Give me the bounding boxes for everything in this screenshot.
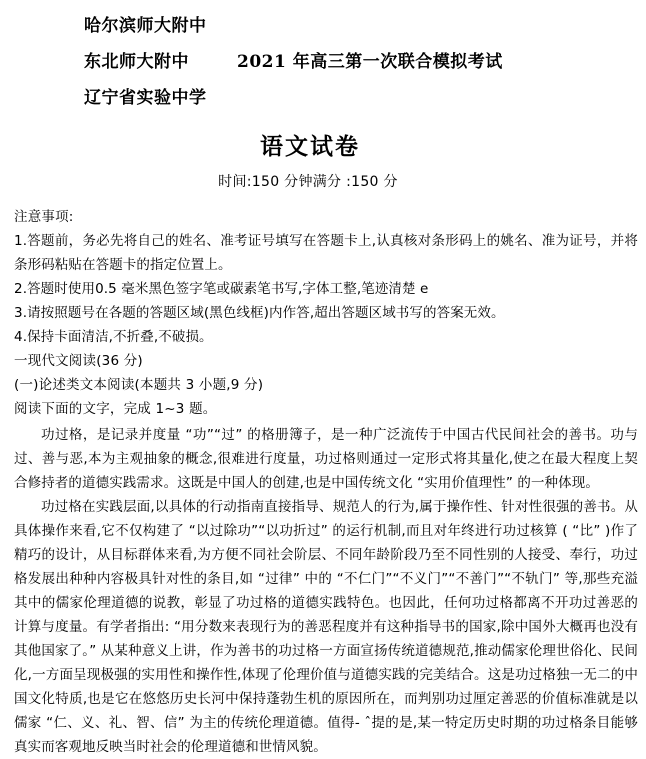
school-name-line-3 xyxy=(0,80,646,116)
notice-item-4: 4.保持卡面清洁,不折叠,不破损。 xyxy=(14,329,213,345)
exam-title: 2021 年高三第一次联合模拟考试 xyxy=(237,52,503,72)
notice-item-1: 1.答题前，务必先将自己的姓名、准考证号填写在答题卡上,认真核对条形码上的姚名、准为证号，并将条形码粘贴在答题卡的指定位置上。 xyxy=(14,233,638,273)
paper-header xyxy=(0,0,646,191)
school-name-1: 哈尔滨师大附中 xyxy=(84,16,207,36)
time-and-score-line: 时间:150 分钟满分 :150 分 xyxy=(218,174,398,190)
article-body xyxy=(0,423,646,759)
reading-instruction: 阅读下面的文字，完成 1~3 题。 xyxy=(14,401,217,417)
notice-item-3: 3.请按照题号在各题的答题区域(黑色线框)内作答,超出答题区域书写的答案无效。 xyxy=(14,305,505,321)
school-name-line-2 xyxy=(0,44,646,80)
page-title: 语文试卷 xyxy=(260,133,360,160)
section-heading-sub-one: (一)论述类文本阅读(本题共 3 小题,9 分) xyxy=(14,377,264,393)
notice-heading: 注意事项: xyxy=(14,209,74,225)
section-heading-part-one: 一现代文阅读(36 分) xyxy=(14,353,143,369)
school-name-line-1 xyxy=(0,8,646,44)
notice-item-2: 2.答题时使用0.5 毫米黑色签字笔或碳素笔书写,字体工整,笔迹清楚 e xyxy=(14,281,429,297)
school-name-2: 东北师大附中 xyxy=(84,52,189,72)
article-paragraph-2: 功过格在实践层面,以具体的行动指南直接指导、规范人的行为,属于操作性、针对性很强的善书。从具体操作来看,它不仅构建了 “以过除功”“以功折过” 的运行机制,而且对年终进行功过核算 ( “比” )作了精巧的设计，从目标群体来看,为方便不同社会阶层、不同年龄阶段乃至不同性别的人接受、奉行，功过格发展出种种内容极具针对性的条目,如 “过律” 中的 “不仁门”“不义门”“不善门”“不轨门” 等,那些充溢其中的儒家伦理道德的说教，彰显了功过格的道德实践特色。也因此，任何功过格都离不开功过善恶的计算与度量。有学者指出: “用分数来表现行为的善恶程度并有这种指导书的国家,除中国外大概再也没有其他国家了。” 从某种意义上讲，作为善书的功过格一方面宣扬传统道德规范,推动儒家伦理世俗化、民间化,一方面呈现极强的实用性和操作性,体现了伦理价值与道德实践的完美结合。这是功过格独一无二的中国文化特质,也是它在悠悠历史长河中保持蓬勃生机的原因所在，而判别功过厘定善恶的价值标准就是以儒家 “仁、义、礼、智、信” 为主的传统伦理道德。值得- ˆ提的是,某一特定历史时期的功过格条目能够真实而客观地反映当时社会的伦理道德和世情风貌。 xyxy=(14,499,638,755)
article-paragraph-1: 功过格，是记录并度量 “功”“过” 的格册簿子，是一种广泛流传于中国古代民间社会的善书。功与过、善与恶,本为主观抽象的概念,很难进行度量，功过格则通过一定形式将其量化,使之在最大程度上契合修持者的道德实践需求。这既是中国人的创建,也是中国传统文化 “实用价值理性” 的一种体现。 xyxy=(14,427,638,491)
notice-block xyxy=(0,205,646,421)
school-name-3: 辽宁省实验中学 xyxy=(84,88,207,108)
